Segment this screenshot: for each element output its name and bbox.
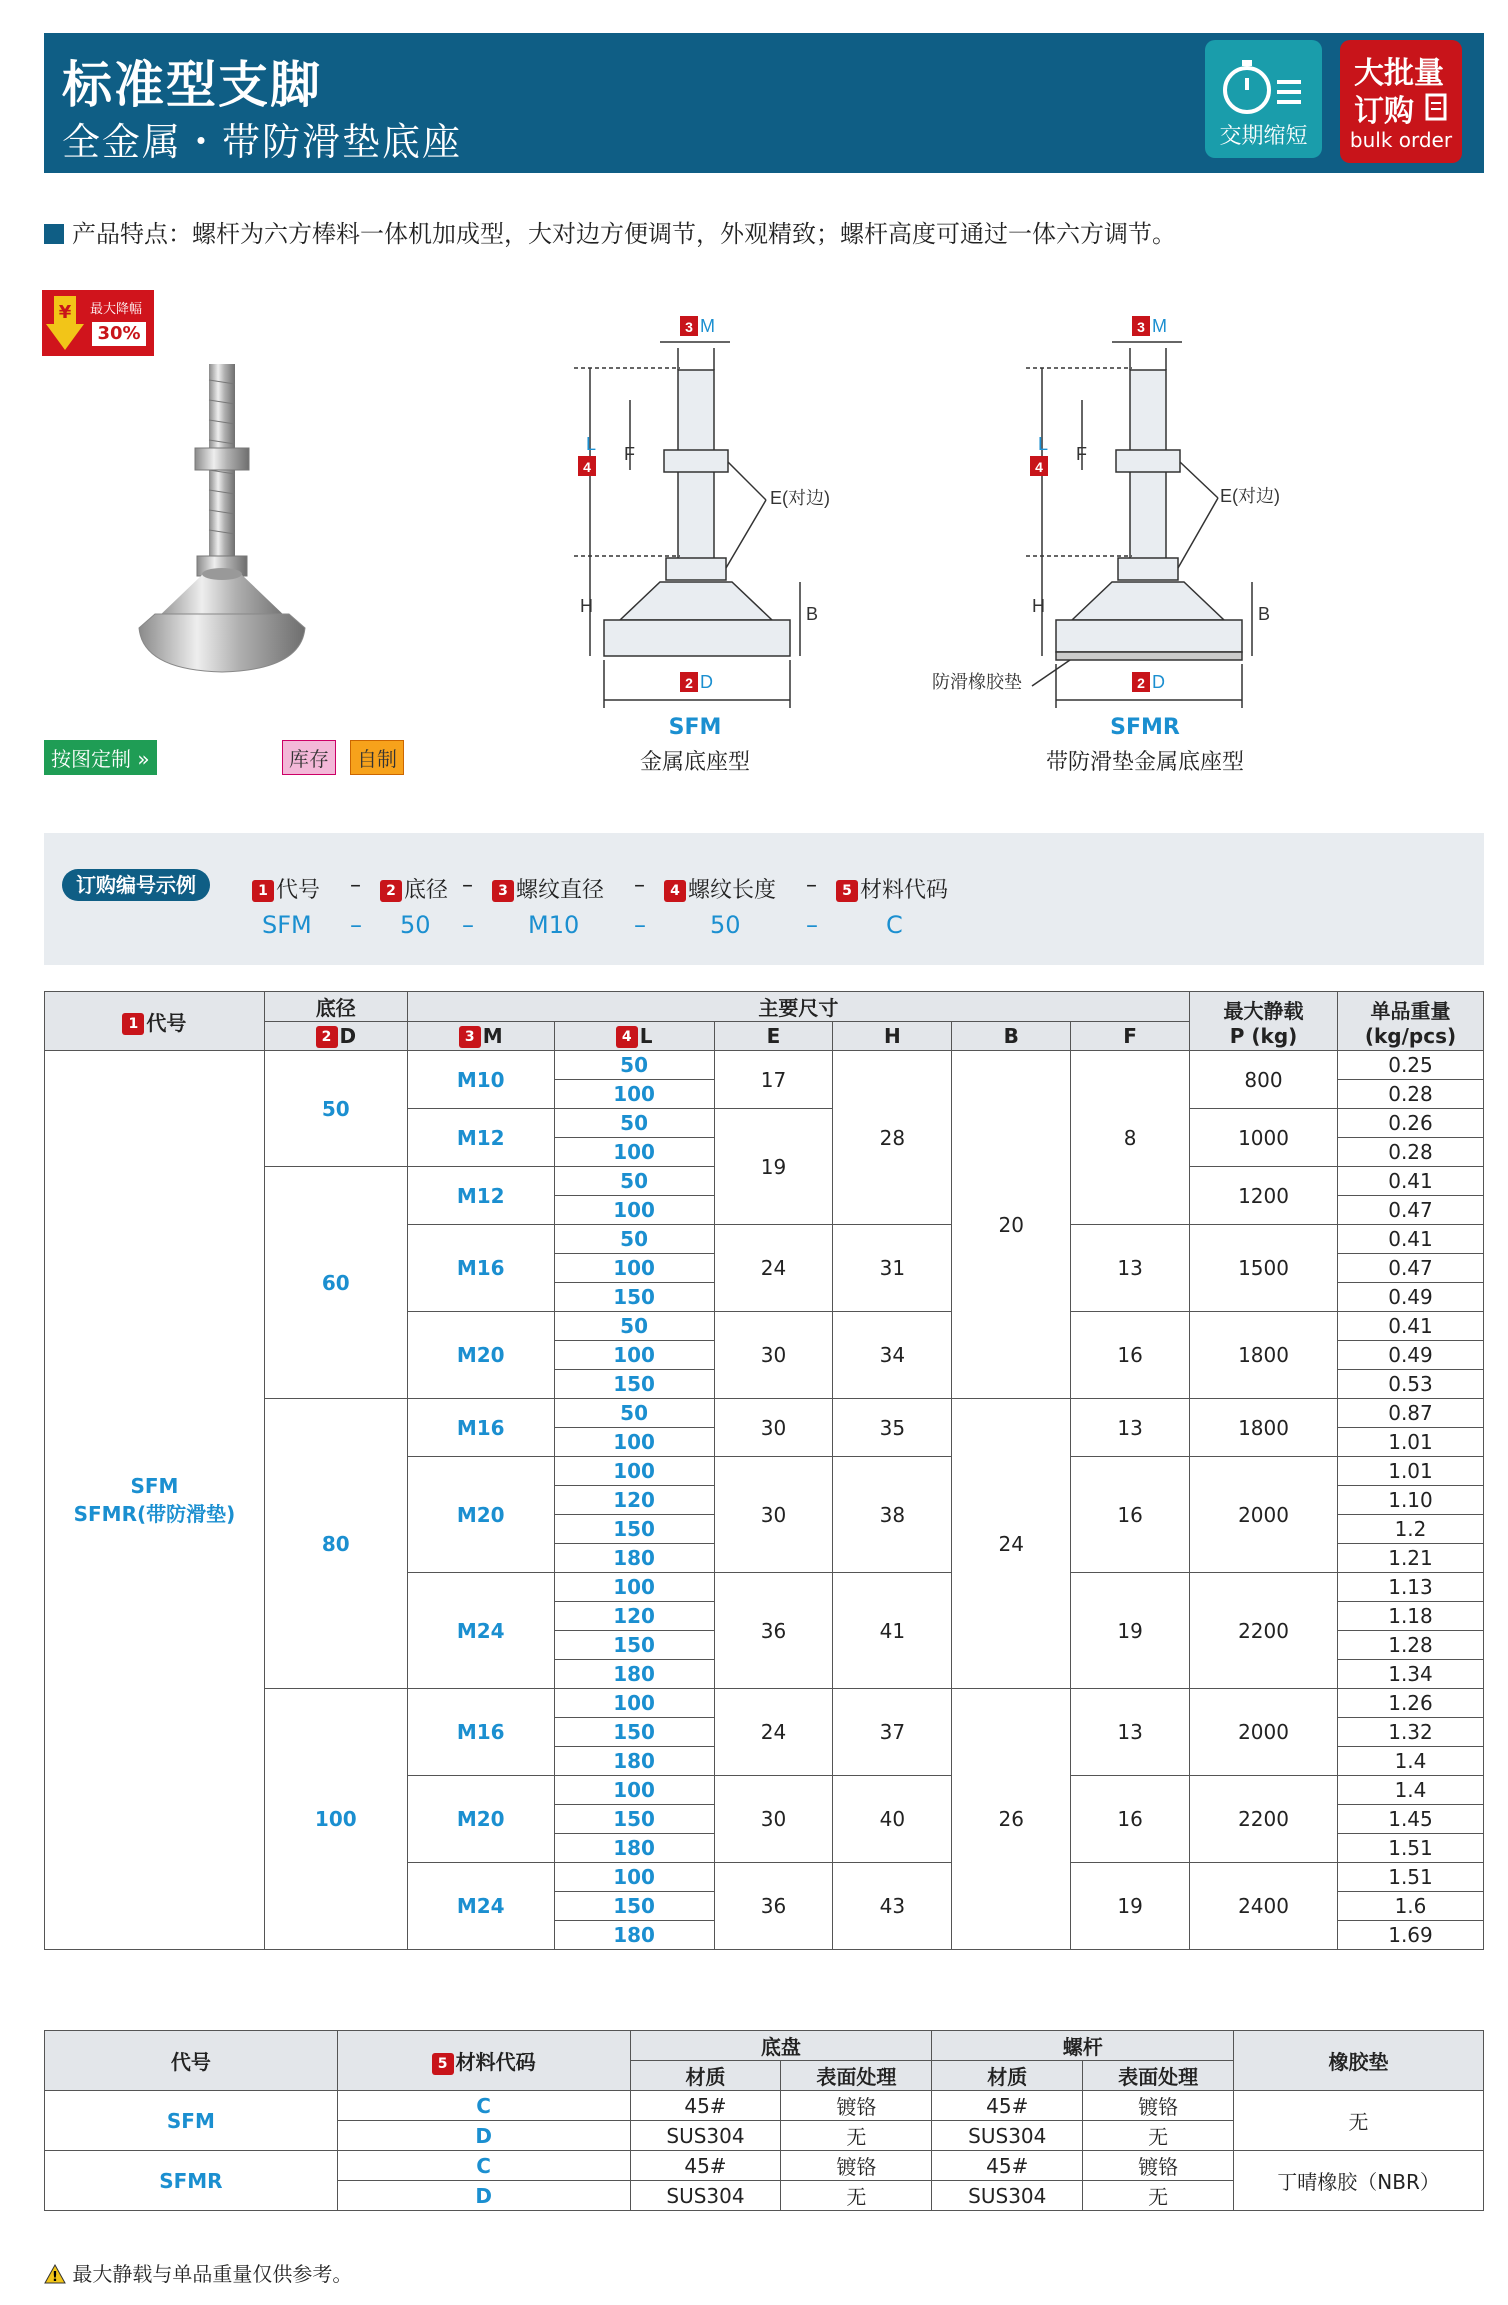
drawing-label-e2: E(对边) bbox=[1220, 486, 1280, 506]
technical-drawings bbox=[530, 300, 1508, 740]
features-text: 产品特点：螺杆为六方棒料一体机加成型，大对边方便调节，外观精致；螺杆高度可通过一体六方调节。 bbox=[44, 214, 1176, 249]
drawing-label-b2: B bbox=[1258, 604, 1271, 624]
table-row bbox=[45, 2151, 1484, 2181]
drawing-label-m2: M bbox=[1152, 316, 1167, 336]
table-cell: 8 bbox=[1071, 1051, 1190, 1225]
drawing-label-pad: 防滑橡胶垫 bbox=[932, 672, 1022, 692]
yen-down-arrow-icon bbox=[46, 294, 86, 354]
table-cell: 0.41 bbox=[1337, 1225, 1483, 1254]
table-cell: 16 bbox=[1071, 1776, 1190, 1863]
drawing-label-d2: D bbox=[1152, 672, 1165, 692]
table-cell: 13 bbox=[1071, 1689, 1190, 1776]
drawing-label-h2: H bbox=[1032, 596, 1045, 616]
order-field-3: 3 螺纹直径 bbox=[492, 873, 604, 904]
table-cell: 1800 bbox=[1190, 1399, 1338, 1457]
table-cell: 150 bbox=[554, 1892, 714, 1921]
table-cell: 0.87 bbox=[1337, 1399, 1483, 1428]
table-cell: 30 bbox=[714, 1776, 833, 1863]
table-cell: 1.13 bbox=[1337, 1573, 1483, 1602]
table-cell: 45# bbox=[932, 2151, 1083, 2181]
table-cell: 16 bbox=[1071, 1457, 1190, 1573]
mat-th-matcode: 5 材料代码 bbox=[337, 2031, 630, 2091]
table-cell: 镀铬 bbox=[1083, 2151, 1234, 2181]
table-cell: 100 bbox=[554, 1776, 714, 1805]
table-cell: 80 bbox=[264, 1399, 407, 1689]
table-cell: M16 bbox=[407, 1225, 554, 1312]
table-cell: 镀铬 bbox=[781, 2091, 932, 2121]
drawing-right-code: SFMR bbox=[1110, 715, 1180, 740]
table-cell: 43 bbox=[833, 1863, 952, 1950]
table-cell: 无 bbox=[1083, 2121, 1234, 2151]
document-icon bbox=[1424, 92, 1450, 122]
table-cell: 40 bbox=[833, 1776, 952, 1863]
table-cell: 100 bbox=[554, 1573, 714, 1602]
bullet-square-icon bbox=[44, 224, 64, 244]
table-cell: 24 bbox=[952, 1399, 1071, 1689]
drawing-label-f2: F bbox=[1076, 444, 1087, 464]
discount-value: 30% bbox=[92, 322, 146, 346]
table-cell: 17 bbox=[714, 1051, 833, 1109]
warning-icon bbox=[44, 2264, 66, 2284]
table-cell: 120 bbox=[554, 1602, 714, 1631]
table-cell: 50 bbox=[554, 1167, 714, 1196]
drawing-left-code: SFM bbox=[668, 715, 722, 740]
table-cell: 1.69 bbox=[1337, 1921, 1483, 1950]
table-cell: 36 bbox=[714, 1863, 833, 1950]
table-cell: 1.01 bbox=[1337, 1457, 1483, 1486]
table-cell: 35 bbox=[833, 1399, 952, 1457]
spec-table bbox=[44, 991, 1484, 1950]
table-cell: 1800 bbox=[1190, 1312, 1338, 1399]
th-d: 2 D bbox=[264, 1022, 407, 1051]
drawing-sfm bbox=[574, 342, 800, 708]
drawing-label-m: M bbox=[700, 316, 715, 336]
table-row bbox=[45, 2091, 1484, 2121]
table-cell: 0.47 bbox=[1337, 1196, 1483, 1225]
mat-th-base: 底盘 bbox=[630, 2031, 932, 2061]
table-cell: D bbox=[337, 2181, 630, 2211]
table-cell: 镀铬 bbox=[781, 2151, 932, 2181]
table-cell: 1.34 bbox=[1337, 1660, 1483, 1689]
th-h: H bbox=[833, 1022, 952, 1051]
table-cell: 100 bbox=[554, 1428, 714, 1457]
table-cell: 19 bbox=[1071, 1863, 1190, 1950]
order-example-box: 订购编号示例 1 代号 – 2 底径 – 3 螺纹直径 – 4 螺纹长度 – 5 材料代码 SFM – 50 – M10 – 50 – C bbox=[44, 833, 1484, 965]
table-cell: 0.41 bbox=[1337, 1167, 1483, 1196]
table-cell: 0.28 bbox=[1337, 1138, 1483, 1167]
th-load: 最大静载 P (kg) bbox=[1190, 992, 1338, 1051]
table-cell: 0.53 bbox=[1337, 1370, 1483, 1399]
footnote: ! 最大静载与单品重量仅供参考。 bbox=[44, 2258, 352, 2287]
table-cell: 2200 bbox=[1190, 1573, 1338, 1689]
drawing-label-l2: L bbox=[1038, 434, 1049, 454]
materials-table bbox=[44, 2030, 1484, 2211]
table-cell: M20 bbox=[407, 1312, 554, 1399]
drawing-label-l: L bbox=[586, 434, 597, 454]
table-cell: 100 bbox=[554, 1080, 714, 1109]
table-cell: 1.18 bbox=[1337, 1602, 1483, 1631]
drawing-num-4b: 4 bbox=[1035, 459, 1043, 475]
table-cell: 0.25 bbox=[1337, 1051, 1483, 1080]
table-cell: 材质 bbox=[932, 2061, 1083, 2091]
table-cell: 26 bbox=[952, 1689, 1071, 1950]
order-value-2: 50 bbox=[400, 911, 431, 939]
table-cell: 150 bbox=[554, 1631, 714, 1660]
table-cell: 30 bbox=[714, 1399, 833, 1457]
table-cell: 镀铬 bbox=[1083, 2091, 1234, 2121]
table-cell: 1.21 bbox=[1337, 1544, 1483, 1573]
drawing-num-2: 2 bbox=[685, 675, 693, 691]
table-cell: 31 bbox=[833, 1225, 952, 1312]
stock-tag: 库存 bbox=[282, 740, 336, 775]
table-cell: M12 bbox=[407, 1109, 554, 1167]
drawing-label-f: F bbox=[624, 444, 635, 464]
table-cell: 50 bbox=[554, 1109, 714, 1138]
mat-th-code: 代号 bbox=[45, 2031, 338, 2091]
table-cell: 表面处理 bbox=[1083, 2061, 1234, 2091]
table-cell: 0.28 bbox=[1337, 1080, 1483, 1109]
drawing-left-name: 金属底座型 bbox=[639, 750, 750, 775]
table-cell: 0.49 bbox=[1337, 1283, 1483, 1312]
table-cell: 120 bbox=[554, 1486, 714, 1515]
table-cell: 150 bbox=[554, 1283, 714, 1312]
page-title: 标准型支脚 bbox=[62, 56, 322, 114]
table-cell: 无 bbox=[1083, 2181, 1234, 2211]
table-cell: 100 bbox=[554, 1138, 714, 1167]
table-cell: 180 bbox=[554, 1544, 714, 1573]
table-cell: SUS304 bbox=[630, 2121, 781, 2151]
short-leadtime-label: 交期缩短 bbox=[1219, 124, 1308, 149]
table-cell: 2200 bbox=[1190, 1776, 1338, 1863]
table-cell: 材质 bbox=[630, 2061, 781, 2091]
table-cell: 0.47 bbox=[1337, 1254, 1483, 1283]
table-cell: 150 bbox=[554, 1515, 714, 1544]
table-cell: 30 bbox=[714, 1457, 833, 1573]
table-cell: 50 bbox=[554, 1399, 714, 1428]
order-value-4: 50 bbox=[710, 911, 741, 939]
th-code: 1 代号 bbox=[45, 992, 265, 1051]
table-cell: 无 bbox=[781, 2121, 932, 2151]
table-cell: M16 bbox=[407, 1689, 554, 1776]
discount-badge bbox=[42, 290, 154, 356]
table-cell: 50 bbox=[554, 1225, 714, 1254]
drawing-num-3: 3 bbox=[685, 319, 693, 335]
table-cell: 2000 bbox=[1190, 1689, 1338, 1776]
table-cell: 100 bbox=[554, 1689, 714, 1718]
drawing-label-h: H bbox=[580, 596, 593, 616]
table-cell: 28 bbox=[833, 1051, 952, 1225]
stopwatch-icon bbox=[1205, 46, 1322, 126]
table-cell: 1.6 bbox=[1337, 1892, 1483, 1921]
order-value-5: C bbox=[886, 911, 903, 939]
table-cell: M24 bbox=[407, 1863, 554, 1950]
table-cell: M12 bbox=[407, 1167, 554, 1225]
table-cell: 100 bbox=[554, 1196, 714, 1225]
order-field-2: 2 底径 bbox=[380, 873, 448, 904]
table-cell: M20 bbox=[407, 1776, 554, 1863]
table-cell: 180 bbox=[554, 1921, 714, 1950]
table-cell: 41 bbox=[833, 1573, 952, 1689]
table-cell: 50 bbox=[554, 1051, 714, 1080]
table-cell: 1.4 bbox=[1337, 1776, 1483, 1805]
table-cell: 2400 bbox=[1190, 1863, 1338, 1950]
drawing-sfmr bbox=[1026, 342, 1252, 708]
table-cell: D bbox=[337, 2121, 630, 2151]
table-cell: 表面处理 bbox=[781, 2061, 932, 2091]
drawing-label-d: D bbox=[700, 672, 713, 692]
table-cell: 100 bbox=[264, 1689, 407, 1950]
table-cell: 800 bbox=[1190, 1051, 1338, 1109]
table-cell: 0.41 bbox=[1337, 1312, 1483, 1341]
table-cell: 24 bbox=[714, 1225, 833, 1312]
th-l: 4 L bbox=[554, 1022, 714, 1051]
th-m: 3 M bbox=[407, 1022, 554, 1051]
table-cell: 45# bbox=[630, 2151, 781, 2181]
table-cell: 1.32 bbox=[1337, 1718, 1483, 1747]
table-cell: SFMR bbox=[45, 2151, 338, 2211]
order-value-3: M10 bbox=[528, 911, 580, 939]
table-cell: 34 bbox=[833, 1312, 952, 1399]
th-dia: 底径 bbox=[264, 992, 407, 1022]
table-cell: 30 bbox=[714, 1312, 833, 1399]
order-field-1: 1 代号 bbox=[252, 873, 320, 904]
table-cell: SUS304 bbox=[932, 2121, 1083, 2151]
custom-drawing-tag[interactable]: 按图定制 » bbox=[44, 740, 157, 775]
order-value-1: SFM bbox=[262, 911, 312, 939]
th-e: E bbox=[714, 1022, 833, 1051]
table-cell: 150 bbox=[554, 1805, 714, 1834]
th-main: 主要尺寸 bbox=[407, 992, 1189, 1022]
table-cell: 38 bbox=[833, 1457, 952, 1573]
th-weight: 单品重量 (kg/pcs) bbox=[1337, 992, 1483, 1051]
table-cell: 180 bbox=[554, 1660, 714, 1689]
table-cell: 50 bbox=[264, 1051, 407, 1167]
table-cell: 1.26 bbox=[1337, 1689, 1483, 1718]
table-cell: 50 bbox=[554, 1312, 714, 1341]
table-cell: 16 bbox=[1071, 1312, 1190, 1399]
th-f: F bbox=[1071, 1022, 1190, 1051]
table-cell: 1.2 bbox=[1337, 1515, 1483, 1544]
order-field-5: 5 材料代码 bbox=[836, 873, 948, 904]
table-cell: 24 bbox=[714, 1689, 833, 1776]
table-cell: 45# bbox=[630, 2091, 781, 2121]
table-cell: C bbox=[337, 2091, 630, 2121]
table-cell: 1.01 bbox=[1337, 1428, 1483, 1457]
drawing-num-3b: 3 bbox=[1137, 319, 1145, 335]
mat-th-screw: 螺杆 bbox=[932, 2031, 1234, 2061]
table-cell: 180 bbox=[554, 1834, 714, 1863]
table-cell: M24 bbox=[407, 1573, 554, 1689]
table-cell: 2000 bbox=[1190, 1457, 1338, 1573]
drawing-label-b: B bbox=[806, 604, 819, 624]
table-cell: 1.10 bbox=[1337, 1486, 1483, 1515]
table-cell: 150 bbox=[554, 1370, 714, 1399]
table-cell: 1.45 bbox=[1337, 1805, 1483, 1834]
bulk-label-2: 订购 bbox=[1354, 94, 1414, 129]
page-subtitle: 全金属・带防滑垫底座 bbox=[62, 120, 463, 164]
bulk-label-1: 大批量 bbox=[1354, 56, 1444, 91]
table-cell: 19 bbox=[714, 1109, 833, 1225]
table-cell: M20 bbox=[407, 1457, 554, 1573]
drawing-right-name: 带防滑垫金属底座型 bbox=[1045, 750, 1244, 775]
table-cell: SUS304 bbox=[932, 2181, 1083, 2211]
bulk-order-badge[interactable] bbox=[1340, 40, 1462, 163]
table-cell: 180 bbox=[554, 1747, 714, 1776]
table-cell: 丁晴橡胶（NBR） bbox=[1234, 2151, 1484, 2211]
table-cell: 0.49 bbox=[1337, 1341, 1483, 1370]
table-cell: 1.28 bbox=[1337, 1631, 1483, 1660]
table-cell: SUS304 bbox=[630, 2181, 781, 2211]
discount-label: 最大降幅 bbox=[90, 302, 143, 317]
svg-text:¥: ¥ bbox=[58, 302, 72, 323]
table-cell: C bbox=[337, 2151, 630, 2181]
table-cell: 60 bbox=[264, 1167, 407, 1399]
table-cell: 20 bbox=[952, 1051, 1071, 1399]
drawing-label-e: E(对边) bbox=[770, 488, 830, 508]
table-cell: 37 bbox=[833, 1689, 952, 1776]
table-cell: 1000 bbox=[1190, 1109, 1338, 1167]
chevron-right-icon: » bbox=[137, 747, 150, 771]
mat-th-rubber: 橡胶垫 bbox=[1234, 2031, 1484, 2091]
table-cell: 无 bbox=[1234, 2091, 1484, 2151]
table-cell: 1.4 bbox=[1337, 1747, 1483, 1776]
table-cell: M10 bbox=[407, 1051, 554, 1109]
table-cell: 1200 bbox=[1190, 1167, 1338, 1225]
table-cell: SFM bbox=[45, 2091, 338, 2151]
bulk-label-en: bulk order bbox=[1349, 128, 1453, 152]
short-leadtime-badge bbox=[1205, 40, 1322, 158]
table-cell: 100 bbox=[554, 1341, 714, 1370]
drawing-num-2b: 2 bbox=[1137, 675, 1145, 691]
table-cell: 36 bbox=[714, 1573, 833, 1689]
order-field-4: 4 螺纹长度 bbox=[664, 873, 776, 904]
product-photo bbox=[135, 360, 335, 690]
table-cell: 1.51 bbox=[1337, 1863, 1483, 1892]
drawing-num-4: 4 bbox=[583, 459, 591, 475]
table-cell: 1.51 bbox=[1337, 1834, 1483, 1863]
table-cell: M16 bbox=[407, 1399, 554, 1457]
th-b: B bbox=[952, 1022, 1071, 1051]
table-cell: 100 bbox=[554, 1254, 714, 1283]
table-cell: 100 bbox=[554, 1863, 714, 1892]
table-cell: 无 bbox=[781, 2181, 932, 2211]
svg-text:!: ! bbox=[52, 2270, 58, 2284]
table-cell: 100 bbox=[554, 1457, 714, 1486]
table-cell: 150 bbox=[554, 1718, 714, 1747]
cell-code: SFM SFMR(带防滑垫) bbox=[45, 1051, 265, 1950]
table-cell: 1500 bbox=[1190, 1225, 1338, 1312]
table-cell: 13 bbox=[1071, 1225, 1190, 1312]
table-cell: 13 bbox=[1071, 1399, 1190, 1457]
table-cell: 45# bbox=[932, 2091, 1083, 2121]
selfmade-tag: 自制 bbox=[350, 740, 404, 775]
table-cell: 0.26 bbox=[1337, 1109, 1483, 1138]
order-example-title: 订购编号示例 bbox=[62, 869, 210, 901]
table-cell: 19 bbox=[1071, 1573, 1190, 1689]
